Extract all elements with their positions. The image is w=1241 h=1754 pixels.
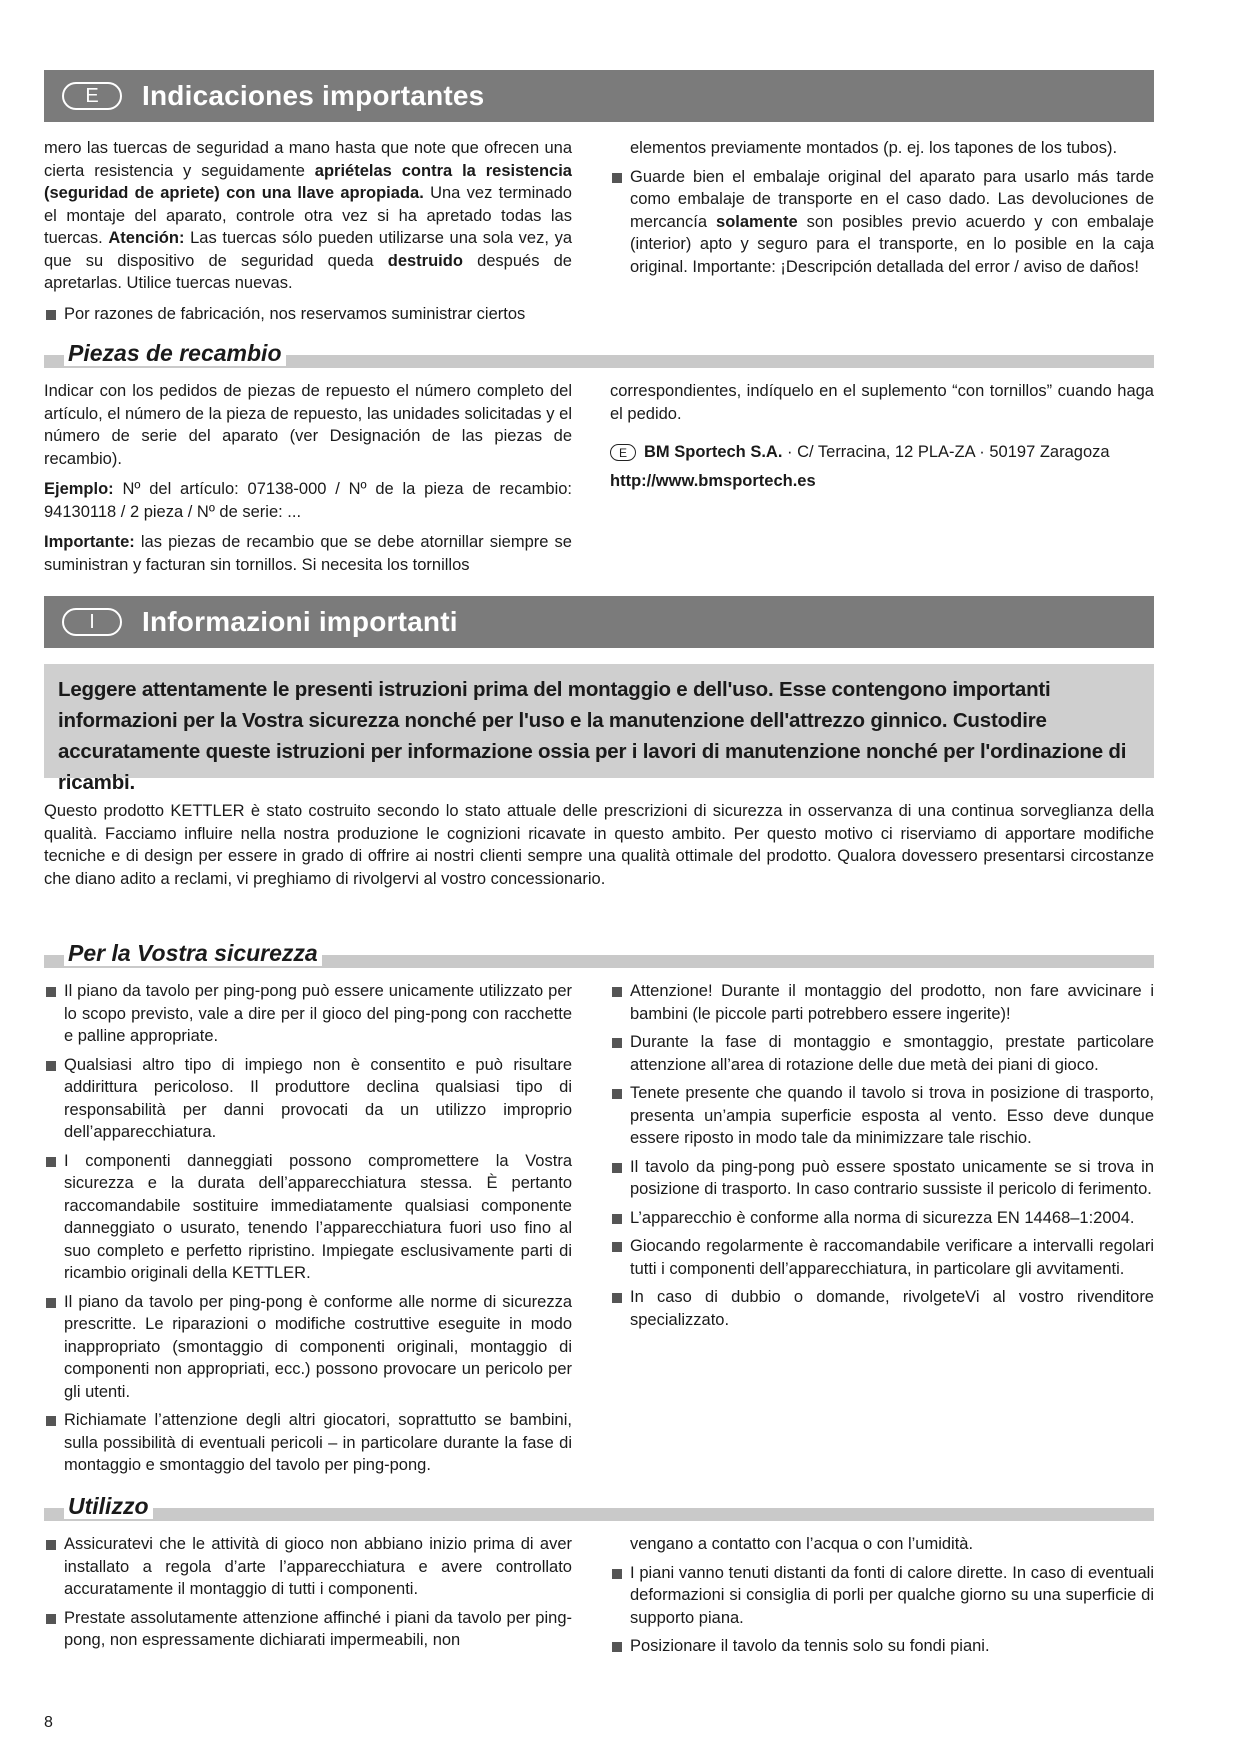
emphasis-text: Atención: — [108, 229, 185, 247]
company-website-link[interactable]: http://www.bmsportech.es — [610, 471, 816, 490]
contact-language-badge: E — [610, 444, 636, 461]
body-text: mero las tuercas de seguridad a mano hasta que note que ofrecen una cierta resistencia y seguidamente — [44, 139, 572, 180]
bullet-item — [44, 1533, 572, 1601]
body-text: Una vez terminado el montaje del aparato, controle otra vez si ha apretado todas las tuercas. — [44, 184, 572, 247]
bullet-item — [610, 1082, 1154, 1150]
section-header-italian — [44, 596, 1154, 648]
body-text: Las tuercas sólo pueden utilizarse una sola vez, ya que su dispositivo de seguridad queda — [44, 229, 573, 270]
section-header-spanish — [44, 70, 1154, 122]
subheading-bar — [44, 1508, 1154, 1521]
body-text: Il piano da tavolo per ping-pong può essere unicamente utilizzato per lo scopo previsto, vale a dire per il gioco del ping-pong con racchette e palline appropriate. — [64, 982, 572, 1045]
intro-paragraph: Questo prodotto KETTLER è stato costruito secondo lo stato attuale delle prescrizioni di sicurezza in osservanza di una continua sorveglianza della qualità. Facciamo influire nella nostra produzione le cognizioni ricavate in questo ambito. Per questo motivo ci riserviamo di apportare modifiche tecniche e di design per essere in grado di offrire ai nostri clienti sempre una qualità ottimale del prodotto. Qualora dovessero presentarsi circostanze che diano adito a reclami, vi preghiamo di rivolgervi al vostro concessionario. — [44, 802, 1154, 888]
emphasis-text: solamente — [716, 212, 798, 231]
body-text: Durante la fase di montaggio e smontaggio, prestate particolare attenzione all’area di rotazione delle due metà dei piani di gioco. — [630, 1033, 1154, 1074]
paragraph — [44, 478, 572, 523]
body-text: vengano a contatto con l’acqua o con l’umidità. — [630, 1535, 974, 1553]
body-text: Attenzione! Durante il montaggio del prodotto, non fare avvicinare i bambini (le piccole parti potrebbero essere ingerite)! — [630, 982, 1154, 1023]
spanish-left-column — [44, 137, 572, 331]
body-text: Il piano da tavolo per ping-pong è conforme alle norme di sicurezza prescritte. Le riparazioni o modifiche costruttive eseguite in modo inappropriato (smontaggio di componenti originali, montaggio di componenti non appropriati, ecc.) possono provocare un pericolo per gli utenti. — [64, 1292, 572, 1401]
body-text: correspondientes, indíquelo en el suplemento “con tornillos” cuando haga el pedido. — [610, 382, 1154, 423]
emphasis-text: apriételas contra la resistencia (seguridad de apriete) con una llave apropiada. — [44, 161, 572, 202]
body-text: son posibles previo acuerdo y con embalaje (interior) apto y seguro para el transporte, en lo posible en la caja original. Importante: ¡Descripción detallada del error / aviso de daños! — [630, 212, 1154, 276]
page-number: 8 — [44, 1714, 53, 1731]
emphasis-text: Ejemplo: — [44, 480, 114, 498]
bullet-item — [610, 980, 1154, 1025]
body-text: elementos previamente montados (p. ej. los tapones de los tubos). — [630, 139, 1118, 157]
body-text: Il tavolo da ping-pong può essere spostato unicamente se si trova in posizione di trasporto. In caso contrario sussiste il pericolo di ferimento. — [630, 1157, 1154, 1198]
bullet-item — [44, 1607, 572, 1652]
piezas-right-text — [610, 380, 1154, 425]
sicurezza-left-column — [44, 980, 572, 1483]
body-text: Qualsiasi altro tipo di impiego non è consentito e può risultare addirittura pericoloso. Il produttore declina qualsiasi tipo di responsabilità per danni provocati da un utilizzo improprio dell’apparecchiatura. — [64, 1055, 572, 1141]
subheading-title: Piezas de recambio — [64, 340, 286, 366]
piezas-left-column — [44, 380, 572, 584]
piezas-right-column — [610, 380, 1154, 492]
sicurezza-right-column — [610, 980, 1154, 1337]
bullet-item — [44, 1409, 572, 1477]
body-text: Tenete presente che quando il tavolo si trova in posizione di trasporto, presenta un’ampia superficie esposta al vento. Esso deve dunque essere riposto in modo tale da minimizzare tale rischio. — [630, 1084, 1154, 1147]
emphasis-text: destruido — [387, 251, 463, 270]
company-name: BM Sportech S.A. — [644, 443, 783, 461]
bullet-item — [610, 1031, 1154, 1076]
paragraph — [610, 380, 1154, 425]
body-text: In caso di dubbio o domande, rivolgeteVi al vostro rivenditore specializzato. — [630, 1288, 1154, 1329]
body-text: I componenti danneggiati possono compromettere la Vostra sicurezza e la durata dell’apparecchiatura stessa. È pertanto raccomandabile sostituire immediatamente qualsiasi componente danneggiato o usurato, tenendo l’apparecchiatura fuori uso fino al suo completo e perfetto ripristino. Impiegate esclusivamente parti di ricambio originali della KETTLER. — [64, 1151, 572, 1282]
bullet-continuation — [610, 1533, 1154, 1556]
body-text: Nº del artículo: 07138-000 / Nº de la pieza de recambio: 94130118 / 2 pieza / Nº de serie: ... — [44, 480, 572, 521]
paragraph — [44, 137, 572, 295]
subheading-title: Utilizzo — [64, 1493, 153, 1519]
body-text: las piezas de recambio que se debe atornillar siempre se suministran y facturan sin tornillos. Si necesita los tornillos — [44, 533, 572, 574]
body-text: Posizionare il tavolo da tennis solo su fondi piani. — [630, 1637, 990, 1655]
bullet-item — [44, 1291, 572, 1404]
company-address: · C/ Terracina, 12 PLA-ZA · 50197 Zaragoza — [782, 443, 1110, 461]
bullet-item — [610, 1286, 1154, 1331]
body-text: después de apretarlas. Utilice tuercas nuevas. — [44, 251, 572, 292]
safety-notice-box: Leggere attentamente le presenti istruzioni prima del montaggio e dell'uso. Esse contengono importanti informazioni per la Vostra sicurezza nonché per l'uso e la manutenzione dell'attrezzo ginnico. Custodire accuratamente queste istruzioni per informazione ossia per i lavori di manutenzione nonché per l'ordinazione di ricambi. — [44, 664, 1154, 778]
subheading-utilizzo — [44, 1493, 1154, 1521]
spanish-right-column — [610, 137, 1154, 284]
body-text: Prestate assolutamente attenzione affinché i piani da tavolo per ping-pong, non espressamente dichiarati impermeabili, non — [64, 1608, 572, 1649]
body-text: Assicuratevi che le attività di gioco non abbiano inizio prima di aver installato a regola d’arte l’apparecchiatura e avere controllato accuratamente il montaggio di tutti i componenti. — [64, 1535, 572, 1598]
paragraph — [44, 531, 572, 576]
bullet-item — [610, 1156, 1154, 1201]
subheading-sicurezza — [44, 940, 1154, 968]
body-text: Por razones de fabricación, nos reservamos suministrar ciertos — [64, 304, 526, 323]
body-text: Richiamate l’attenzione degli altri giocatori, soprattutto se bambini, sulla possibilità di eventuali pericoli – in particolare durante la fase di montaggio e smontaggio del tavolo per ping-pong. — [64, 1411, 572, 1474]
bullet-item — [44, 1054, 572, 1144]
bullet-item — [44, 1150, 572, 1285]
body-text: Giocando regolarmente è raccomandabile verificare a intervalli regolari tutti i componenti dell’apparecchiatura, in particolare gli avvitamenti. — [630, 1237, 1154, 1278]
bullet-item — [610, 166, 1154, 279]
body-text: Guarde bien el embalaje original del aparato para usarlo más tarde como embalaje de transporte en el caso dado. Las devoluciones de mercancía — [630, 167, 1154, 231]
body-text: I piani vanno tenuti distanti da fonti di calore dirette. In caso di eventuali deformazioni si consiglia di porli per qualche giorno su una superficie di supporto piana. — [630, 1563, 1154, 1627]
bullet-item — [610, 1207, 1154, 1230]
bullet-item — [610, 1562, 1154, 1630]
utilizzo-right-column — [610, 1533, 1154, 1664]
bullet-item — [610, 1635, 1154, 1658]
language-badge: I — [62, 608, 122, 636]
body-text: L’apparecchio è conforme alla norma di sicurezza EN 14468–1:2004. — [630, 1208, 1135, 1227]
section-title: Informazioni importanti — [142, 606, 458, 637]
body-text: Indicar con los pedidos de piezas de repuesto el número completo del artículo, el número de la pieza de repuesto, las unidades solicitadas y el número de serie del aparato (ver Designación de las piezas de recambio). — [44, 382, 572, 468]
paragraph — [44, 380, 572, 470]
language-badge: E — [62, 82, 122, 110]
utilizzo-left-column — [44, 1533, 572, 1658]
emphasis-text: Importante: — [44, 533, 135, 551]
section-title: Indicaciones importantes — [142, 80, 485, 111]
bullet-item — [44, 303, 572, 326]
contact-address — [610, 441, 1154, 464]
bullet-item — [610, 1235, 1154, 1280]
subheading-piezas — [44, 340, 1154, 368]
bullet-continuation — [610, 137, 1154, 160]
subheading-title: Per la Vostra sicurezza — [64, 940, 322, 966]
bullet-item — [44, 980, 572, 1048]
